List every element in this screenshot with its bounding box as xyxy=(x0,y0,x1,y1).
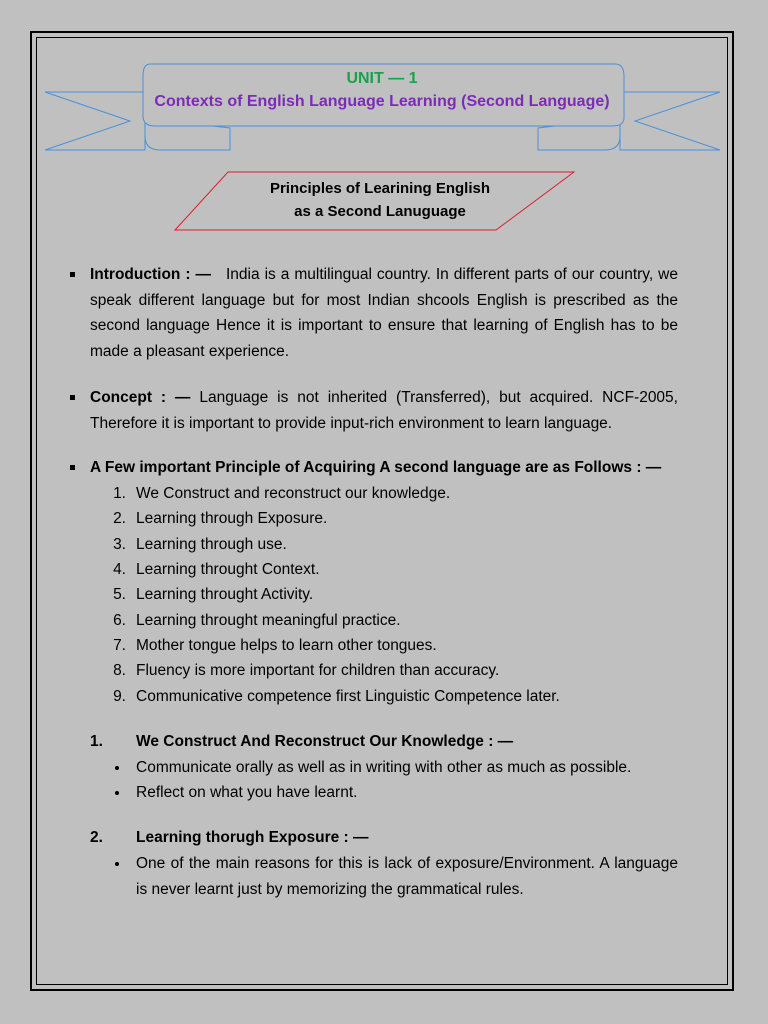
list-item: Learning through Exposure. xyxy=(136,510,328,527)
list-item: Learning throught Activity. xyxy=(136,586,314,603)
list-number: 9. xyxy=(113,688,126,705)
list-item: Learning through use. xyxy=(136,536,287,553)
list-item: Learning throught meaningful practice. xyxy=(136,612,401,629)
concept-paragraph xyxy=(90,385,678,436)
introduction-text: India is a multilingual country. In different parts of our country, we speak different language but for most Indian shcools English is prescribed as the second language Hence it is important to ensure that learning of English has to be made a pleasant experience. xyxy=(90,266,678,360)
section-2-bullet: One of the main reasons for this is lack of exposure/Environment. A language is never learnt just by memorizing the grammatical rules. xyxy=(136,855,678,898)
principles-title-line2: as a Second Lanuguage xyxy=(294,203,466,220)
list-item: Mother tongue helps to learn other tongues. xyxy=(136,637,437,654)
list-item: Fluency is more important for children than accuracy. xyxy=(136,662,500,679)
square-bullet-icon xyxy=(70,272,75,277)
list-item: We Construct and reconstruct our knowledge. xyxy=(136,485,451,502)
bullet-dot-icon xyxy=(115,791,119,795)
list-number: 3. xyxy=(113,536,126,553)
square-bullet-icon xyxy=(70,395,75,400)
section-1-bullet: Reflect on what you have learnt. xyxy=(136,784,358,801)
list-number: 4. xyxy=(113,561,126,578)
principles-heading: A Few important Principle of Acquiring A second language are as Follows : — xyxy=(90,459,662,476)
list-item: Learning throught Context. xyxy=(136,561,320,578)
introduction-label: Introduction : — xyxy=(90,266,212,283)
list-number: 1. xyxy=(113,485,126,502)
list-number: 5. xyxy=(113,586,126,603)
unit-number: UNIT — 1 xyxy=(346,70,418,87)
bullet-dot-icon xyxy=(115,766,119,770)
list-number: 2. xyxy=(113,510,126,527)
section-2-number: 2. xyxy=(90,829,103,846)
square-bullet-icon xyxy=(70,465,75,470)
concept-text: Language is not inherited (Transferred), but acquired. NCF-2005, Therefore it is important to provide input-rich environment to learn language. xyxy=(90,389,678,432)
list-number: 7. xyxy=(113,637,126,654)
concept-label: Concept : — xyxy=(90,389,191,406)
principles-title-line1: Principles of Learining English xyxy=(269,180,491,197)
section-2-heading: Learning thorugh Exposure : — xyxy=(136,829,369,846)
section-1-number: 1. xyxy=(90,733,103,750)
list-number: 6. xyxy=(113,612,126,629)
bullet-dot-icon xyxy=(115,862,119,866)
list-item: Communicative competence first Linguistic Competence later. xyxy=(136,688,560,705)
section-1-heading: We Construct And Reconstruct Our Knowledge : — xyxy=(136,733,514,750)
section-1-bullet: Communicate orally as well as in writing with other as much as possible. xyxy=(136,759,632,776)
introduction-paragraph xyxy=(90,262,678,364)
list-number: 8. xyxy=(113,662,126,679)
unit-title: Contexts of English Language Learning (Second Language) xyxy=(154,93,610,110)
